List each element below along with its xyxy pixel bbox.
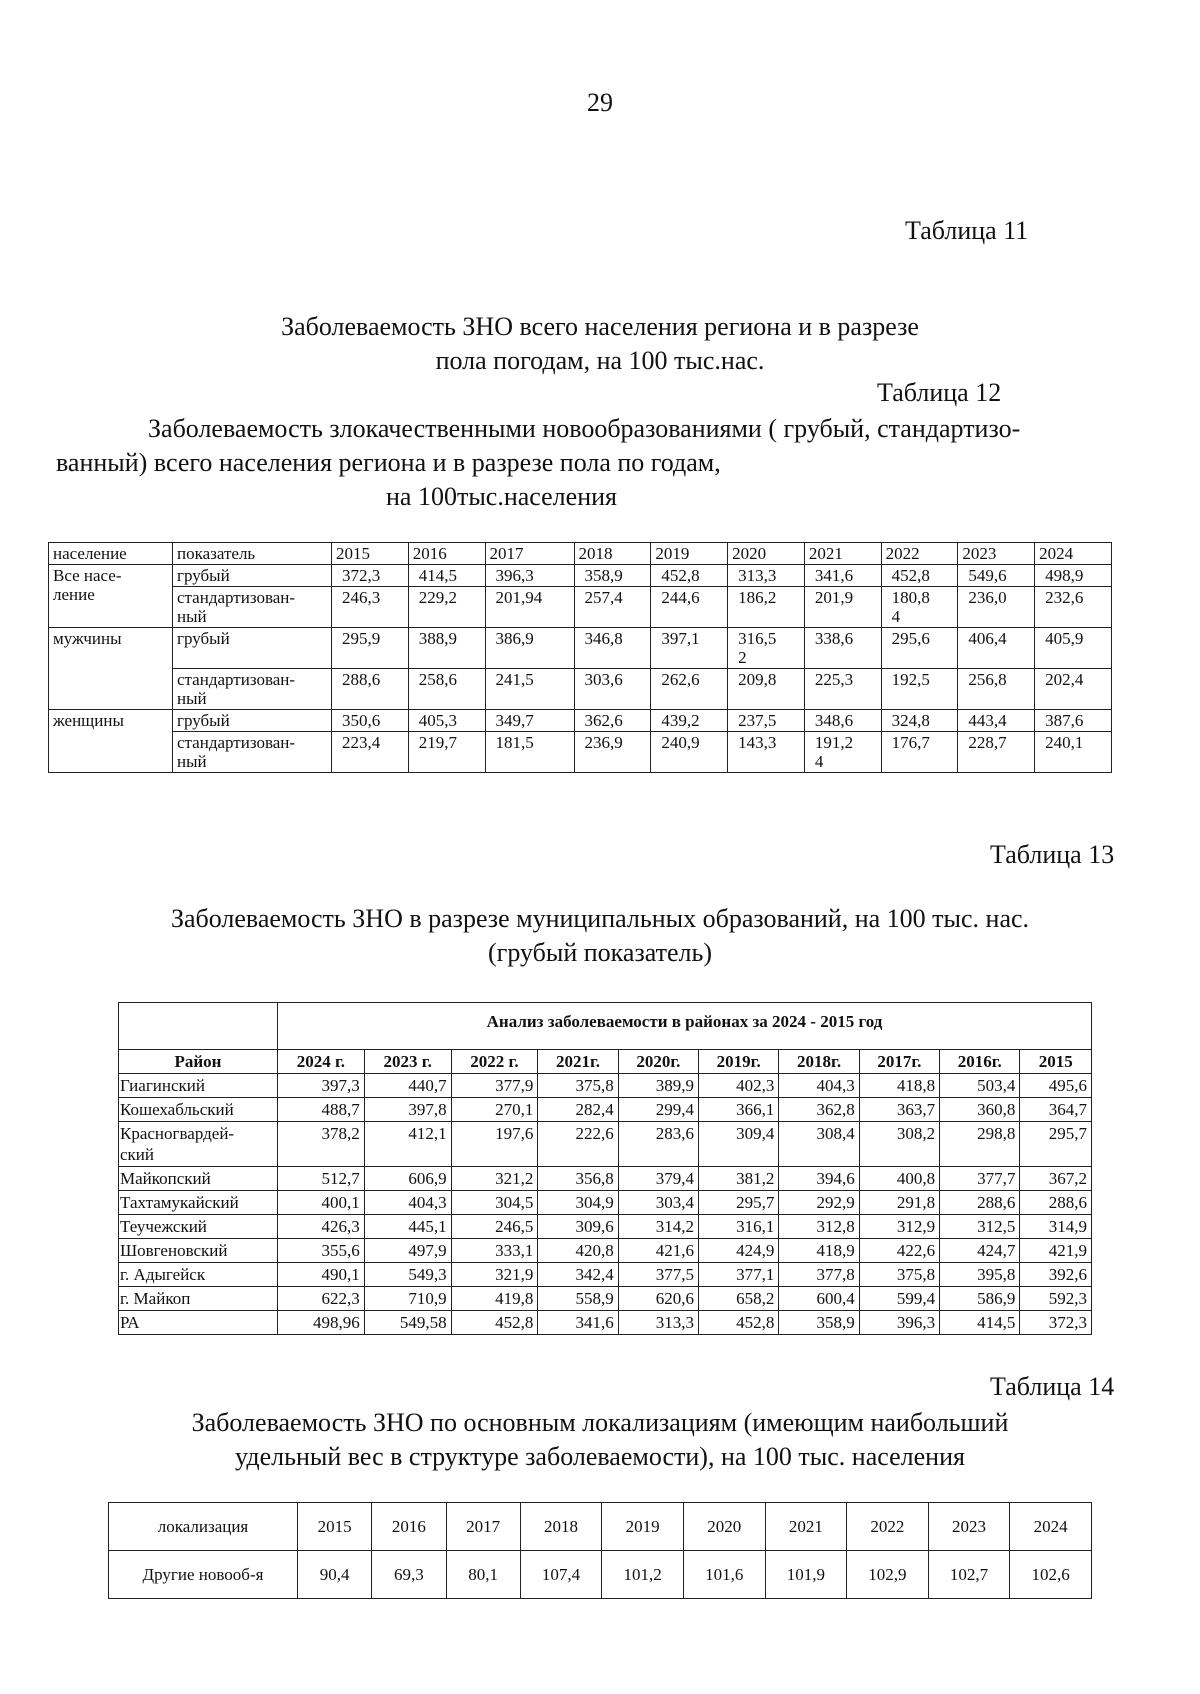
- value-cell: 309,4: [699, 1122, 779, 1167]
- district-cell: Гиагинский: [119, 1074, 278, 1098]
- value-cell: 372,3: [1020, 1311, 1092, 1335]
- value-cell: 237,5: [728, 710, 805, 732]
- value-cell: 419,8: [451, 1287, 538, 1311]
- population-cell: женщины: [49, 710, 173, 773]
- value-cell: 389,9: [618, 1074, 698, 1098]
- table11-caption: Таблица 11: [905, 216, 1029, 245]
- table-row: [49, 710, 1112, 732]
- value-cell: 321,9: [451, 1263, 538, 1287]
- value-cell: 418,9: [779, 1239, 859, 1263]
- table-row: [109, 1551, 1092, 1599]
- table13-header-cell: 2020г.: [618, 1050, 698, 1074]
- value-cell: 498,9: [1035, 565, 1112, 587]
- value-cell: 246,5: [451, 1215, 538, 1239]
- value-cell: 350,6: [332, 710, 409, 732]
- value-cell: 549,6: [958, 565, 1035, 587]
- value-cell: 292,9: [779, 1191, 859, 1215]
- value-cell: 375,8: [859, 1263, 939, 1287]
- value-cell: 102,6: [1010, 1551, 1092, 1599]
- value-cell: 404,3: [779, 1074, 859, 1098]
- table13-header-cell: 2018г.: [779, 1050, 859, 1074]
- table13-header-cell: 2015: [1020, 1050, 1092, 1074]
- value-cell: 381,2: [699, 1167, 779, 1191]
- table11-title-line: Заболеваемость ЗНО всего населения региона и в разрезе: [281, 312, 919, 341]
- value-cell: 240,9: [651, 732, 728, 773]
- value-cell: 445,1: [364, 1215, 451, 1239]
- value-cell: 349,7: [485, 710, 574, 732]
- table12-caption: Таблица 12: [877, 378, 1002, 407]
- value-cell: 402,3: [699, 1074, 779, 1098]
- table13-body: [119, 1074, 1092, 1335]
- value-cell: 304,5: [451, 1191, 538, 1215]
- value-cell: 314,9: [1020, 1215, 1092, 1239]
- value-cell: 291,8: [859, 1191, 939, 1215]
- value-cell: 316,5 2: [728, 628, 805, 669]
- value-cell: 362,6: [574, 710, 651, 732]
- value-cell: 392,6: [1020, 1263, 1092, 1287]
- value-cell: 497,9: [364, 1239, 451, 1263]
- value-cell: 600,4: [779, 1287, 859, 1311]
- value-cell: 256,8: [958, 669, 1035, 710]
- table11-title-line: пола погодам, на 100 тыс.нас.: [435, 346, 765, 375]
- value-cell: 202,4: [1035, 669, 1112, 710]
- value-cell: 495,6: [1020, 1074, 1092, 1098]
- table12-header-cell: 2017: [485, 543, 574, 565]
- indicator-cell: грубый: [173, 565, 332, 587]
- value-cell: 288,6: [332, 669, 409, 710]
- value-cell: 395,8: [940, 1263, 1020, 1287]
- value-cell: 102,9: [847, 1551, 929, 1599]
- value-cell: 421,6: [618, 1239, 698, 1263]
- district-cell: Кошехабльский: [119, 1098, 278, 1122]
- value-cell: 348,6: [804, 710, 881, 732]
- table-row: [49, 587, 1112, 628]
- table13-header-row: [119, 1050, 1092, 1074]
- value-cell: 426,3: [278, 1215, 365, 1239]
- value-cell: 314,2: [618, 1215, 698, 1239]
- district-cell: Шовгеновский: [119, 1239, 278, 1263]
- value-cell: 228,7: [958, 732, 1035, 773]
- value-cell: 197,6: [451, 1122, 538, 1167]
- localization-cell: Другие новооб-я: [109, 1551, 298, 1599]
- value-cell: 180,8 4: [881, 587, 958, 628]
- table13-header-cell: 2017г.: [859, 1050, 939, 1074]
- value-cell: 308,4: [779, 1122, 859, 1167]
- value-cell: 418,8: [859, 1074, 939, 1098]
- table14-header-cell: 2024: [1010, 1503, 1092, 1551]
- value-cell: 288,6: [1020, 1191, 1092, 1215]
- value-cell: 219,7: [408, 732, 485, 773]
- value-cell: 299,4: [618, 1098, 698, 1122]
- value-cell: 316,1: [699, 1215, 779, 1239]
- table14-body: [109, 1551, 1092, 1599]
- value-cell: 360,8: [940, 1098, 1020, 1122]
- district-cell: Красногвардей- ский: [119, 1122, 278, 1167]
- table12-header-cell: 2018: [574, 543, 651, 565]
- value-cell: 503,4: [940, 1074, 1020, 1098]
- value-cell: 236,0: [958, 587, 1035, 628]
- value-cell: 355,6: [278, 1239, 365, 1263]
- value-cell: 586,9: [940, 1287, 1020, 1311]
- value-cell: 313,3: [728, 565, 805, 587]
- value-cell: 400,8: [859, 1167, 939, 1191]
- value-cell: 606,9: [364, 1167, 451, 1191]
- indicator-cell: грубый: [173, 628, 332, 669]
- value-cell: 710,9: [364, 1287, 451, 1311]
- table12-title-line: на 100тыс.населения: [386, 482, 617, 511]
- value-cell: 498,96: [278, 1311, 365, 1335]
- value-cell: 414,5: [940, 1311, 1020, 1335]
- table12-title-line: Заболеваемость злокачественными новообразованиями ( грубый, стандартизо-: [148, 414, 1021, 443]
- table14-header-cell: 2019: [602, 1503, 684, 1551]
- table12-header-cell: население: [49, 543, 173, 565]
- value-cell: 90,4: [298, 1551, 372, 1599]
- table13-title-line: (грубый показатель): [488, 938, 712, 967]
- value-cell: 295,9: [332, 628, 409, 669]
- value-cell: 240,1: [1035, 732, 1112, 773]
- value-cell: 490,1: [278, 1263, 365, 1287]
- table12-body: [49, 565, 1112, 773]
- table-row: [119, 1167, 1092, 1191]
- table14-caption: Таблица 14: [990, 1372, 1115, 1401]
- value-cell: 397,1: [651, 628, 728, 669]
- table13-super-header: Анализ заболеваемости в районах за 2024 - 2015 год: [278, 1003, 1092, 1050]
- value-cell: 387,6: [1035, 710, 1112, 732]
- table13-title-line: Заболеваемость ЗНО в разрезе муниципальных образований, на 100 тыс. нас.: [170, 904, 1030, 933]
- value-cell: 424,7: [940, 1239, 1020, 1263]
- value-cell: 412,1: [364, 1122, 451, 1167]
- value-cell: 364,7: [1020, 1098, 1092, 1122]
- table13: [118, 1002, 1092, 1335]
- value-cell: 367,2: [1020, 1167, 1092, 1191]
- value-cell: 176,7: [881, 732, 958, 773]
- table14-header-cell: 2017: [446, 1503, 520, 1551]
- indicator-cell: стандартизован- ный: [173, 669, 332, 710]
- value-cell: 191,2 4: [804, 732, 881, 773]
- value-cell: 452,8: [651, 565, 728, 587]
- value-cell: 244,6: [651, 587, 728, 628]
- value-cell: 321,2: [451, 1167, 538, 1191]
- district-cell: РА: [119, 1311, 278, 1335]
- value-cell: 558,9: [538, 1287, 618, 1311]
- value-cell: 342,4: [538, 1263, 618, 1287]
- district-cell: Тахтамукайский: [119, 1191, 278, 1215]
- value-cell: 303,4: [618, 1191, 698, 1215]
- value-cell: 378,2: [278, 1122, 365, 1167]
- table14-title: [0, 1406, 1200, 1474]
- table14-header-cell: 2022: [847, 1503, 929, 1551]
- value-cell: 592,3: [1020, 1287, 1092, 1311]
- population-cell: мужчины: [49, 628, 173, 710]
- value-cell: 549,58: [364, 1311, 451, 1335]
- value-cell: 288,6: [940, 1191, 1020, 1215]
- value-cell: 396,3: [485, 565, 574, 587]
- value-cell: 313,3: [618, 1311, 698, 1335]
- value-cell: 257,4: [574, 587, 651, 628]
- value-cell: 549,3: [364, 1263, 451, 1287]
- value-cell: 80,1: [446, 1551, 520, 1599]
- value-cell: 394,6: [779, 1167, 859, 1191]
- indicator-cell: стандартизован- ный: [173, 732, 332, 773]
- table12-header-cell: 2016: [408, 543, 485, 565]
- value-cell: 363,7: [859, 1098, 939, 1122]
- table14-title-line: удельный вес в структуре заболеваемости), на 100 тыс. населения: [235, 1442, 965, 1471]
- value-cell: 356,8: [538, 1167, 618, 1191]
- value-cell: 346,8: [574, 628, 651, 669]
- value-cell: 388,9: [408, 628, 485, 669]
- value-cell: 414,5: [408, 565, 485, 587]
- table13-title: [0, 902, 1200, 970]
- value-cell: 181,5: [485, 732, 574, 773]
- value-cell: 396,3: [859, 1311, 939, 1335]
- value-cell: 143,3: [728, 732, 805, 773]
- value-cell: 102,7: [928, 1551, 1010, 1599]
- value-cell: 420,8: [538, 1239, 618, 1263]
- table13-header-cell: 2024 г.: [278, 1050, 365, 1074]
- table-row: [49, 565, 1112, 587]
- value-cell: 303,6: [574, 669, 651, 710]
- value-cell: 312,5: [940, 1215, 1020, 1239]
- page-number: 29: [587, 88, 613, 117]
- value-cell: 397,3: [278, 1074, 365, 1098]
- value-cell: 222,6: [538, 1122, 618, 1167]
- table12-header-cell: 2023: [958, 543, 1035, 565]
- district-cell: Майкопский: [119, 1167, 278, 1191]
- value-cell: 377,5: [618, 1263, 698, 1287]
- value-cell: 622,3: [278, 1287, 365, 1311]
- value-cell: 324,8: [881, 710, 958, 732]
- value-cell: 246,3: [332, 587, 409, 628]
- value-cell: 201,94: [485, 587, 574, 628]
- value-cell: 405,9: [1035, 628, 1112, 669]
- value-cell: 338,6: [804, 628, 881, 669]
- value-cell: 421,9: [1020, 1239, 1092, 1263]
- value-cell: 69,3: [372, 1551, 446, 1599]
- table-row: [49, 732, 1112, 773]
- value-cell: 101,9: [765, 1551, 847, 1599]
- population-cell: Все насе- ление: [49, 565, 173, 628]
- table-row: [119, 1215, 1092, 1239]
- table14-header-cell: локализация: [109, 1503, 298, 1551]
- table-row: [119, 1122, 1092, 1167]
- table12-header-cell: 2019: [651, 543, 728, 565]
- value-cell: 366,1: [699, 1098, 779, 1122]
- value-cell: 282,4: [538, 1098, 618, 1122]
- indicator-cell: грубый: [173, 710, 332, 732]
- value-cell: 308,2: [859, 1122, 939, 1167]
- table13-header-cell: 2023 г.: [364, 1050, 451, 1074]
- table13-header-cell: 2022 г.: [451, 1050, 538, 1074]
- table13-header-cell: Район: [119, 1050, 278, 1074]
- table14-title-line: Заболеваемость ЗНО по основным локализациям (имеющим наибольший: [191, 1408, 1009, 1437]
- value-cell: 406,4: [958, 628, 1035, 669]
- value-cell: 298,8: [940, 1122, 1020, 1167]
- value-cell: 312,9: [859, 1215, 939, 1239]
- value-cell: 295,7: [699, 1191, 779, 1215]
- value-cell: 101,2: [602, 1551, 684, 1599]
- district-cell: г. Майкоп: [119, 1287, 278, 1311]
- table12-title-line: ванный) всего населения региона и в разрезе пола по годам,: [56, 448, 721, 477]
- table12-header-cell: 2020: [728, 543, 805, 565]
- value-cell: 107,4: [520, 1551, 602, 1599]
- value-cell: 452,8: [451, 1311, 538, 1335]
- value-cell: 192,5: [881, 669, 958, 710]
- value-cell: 439,2: [651, 710, 728, 732]
- table-row: [49, 628, 1112, 669]
- value-cell: 333,1: [451, 1239, 538, 1263]
- value-cell: 101,6: [683, 1551, 765, 1599]
- value-cell: 270,1: [451, 1098, 538, 1122]
- district-cell: г. Адыгейск: [119, 1263, 278, 1287]
- table14-header-cell: 2015: [298, 1503, 372, 1551]
- table14-header-cell: 2016: [372, 1503, 446, 1551]
- table13-corner-cell: [119, 1003, 278, 1050]
- table14-header-row: [109, 1503, 1092, 1551]
- table-row: [119, 1074, 1092, 1098]
- value-cell: 186,2: [728, 587, 805, 628]
- value-cell: 223,4: [332, 732, 409, 773]
- value-cell: 377,7: [940, 1167, 1020, 1191]
- table-row: [119, 1191, 1092, 1215]
- value-cell: 358,9: [779, 1311, 859, 1335]
- table14-header-cell: 2018: [520, 1503, 602, 1551]
- table13-superheader-row: [119, 1003, 1092, 1050]
- value-cell: 309,6: [538, 1215, 618, 1239]
- value-cell: 658,2: [699, 1287, 779, 1311]
- value-cell: 422,6: [859, 1239, 939, 1263]
- value-cell: 620,6: [618, 1287, 698, 1311]
- table12-header-cell: 2015: [332, 543, 409, 565]
- value-cell: 358,9: [574, 565, 651, 587]
- value-cell: 386,9: [485, 628, 574, 669]
- table12-header-cell: 2021: [804, 543, 881, 565]
- table12-title: [48, 412, 1128, 514]
- table-row: [49, 669, 1112, 710]
- value-cell: 258,6: [408, 669, 485, 710]
- value-cell: 404,3: [364, 1191, 451, 1215]
- value-cell: 262,6: [651, 669, 728, 710]
- value-cell: 283,6: [618, 1122, 698, 1167]
- table14-header-cell: 2020: [683, 1503, 765, 1551]
- value-cell: 341,6: [538, 1311, 618, 1335]
- value-cell: 362,8: [779, 1098, 859, 1122]
- value-cell: 304,9: [538, 1191, 618, 1215]
- value-cell: 452,8: [699, 1311, 779, 1335]
- value-cell: 512,7: [278, 1167, 365, 1191]
- table-row: [119, 1098, 1092, 1122]
- value-cell: 440,7: [364, 1074, 451, 1098]
- value-cell: 241,5: [485, 669, 574, 710]
- value-cell: 341,6: [804, 565, 881, 587]
- table14-header-cell: 2023: [928, 1503, 1010, 1551]
- value-cell: 405,3: [408, 710, 485, 732]
- table14-header-cell: 2021: [765, 1503, 847, 1551]
- value-cell: 295,7: [1020, 1122, 1092, 1167]
- value-cell: 225,3: [804, 669, 881, 710]
- value-cell: 372,3: [332, 565, 409, 587]
- table12-header-cell: 2022: [881, 543, 958, 565]
- value-cell: 452,8: [881, 565, 958, 587]
- table12: [48, 542, 1112, 773]
- value-cell: 209,8: [728, 669, 805, 710]
- value-cell: 377,1: [699, 1263, 779, 1287]
- value-cell: 236,9: [574, 732, 651, 773]
- table-row: [119, 1239, 1092, 1263]
- table-row: [119, 1311, 1092, 1335]
- value-cell: 377,9: [451, 1074, 538, 1098]
- value-cell: 232,6: [1035, 587, 1112, 628]
- table13-header-cell: 2019г.: [699, 1050, 779, 1074]
- value-cell: 397,8: [364, 1098, 451, 1122]
- table12-header-cell: показатель: [173, 543, 332, 565]
- indicator-cell: стандартизован- ный: [173, 587, 332, 628]
- value-cell: 229,2: [408, 587, 485, 628]
- table-row: [119, 1263, 1092, 1287]
- value-cell: 201,9: [804, 587, 881, 628]
- table13-header-cell: 2021г.: [538, 1050, 618, 1074]
- value-cell: 599,4: [859, 1287, 939, 1311]
- table-row: [119, 1287, 1092, 1311]
- table13-header-cell: 2016г.: [940, 1050, 1020, 1074]
- table12-header-cell: 2024: [1035, 543, 1112, 565]
- table12-header-row: [49, 543, 1112, 565]
- table14: [108, 1502, 1092, 1599]
- value-cell: 377,8: [779, 1263, 859, 1287]
- value-cell: 400,1: [278, 1191, 365, 1215]
- value-cell: 375,8: [538, 1074, 618, 1098]
- value-cell: 488,7: [278, 1098, 365, 1122]
- table13-caption: Таблица 13: [990, 840, 1115, 869]
- value-cell: 295,6: [881, 628, 958, 669]
- value-cell: 379,4: [618, 1167, 698, 1191]
- district-cell: Теучежский: [119, 1215, 278, 1239]
- value-cell: 443,4: [958, 710, 1035, 732]
- value-cell: 424,9: [699, 1239, 779, 1263]
- table11-title: [0, 310, 1200, 378]
- value-cell: 312,8: [779, 1215, 859, 1239]
